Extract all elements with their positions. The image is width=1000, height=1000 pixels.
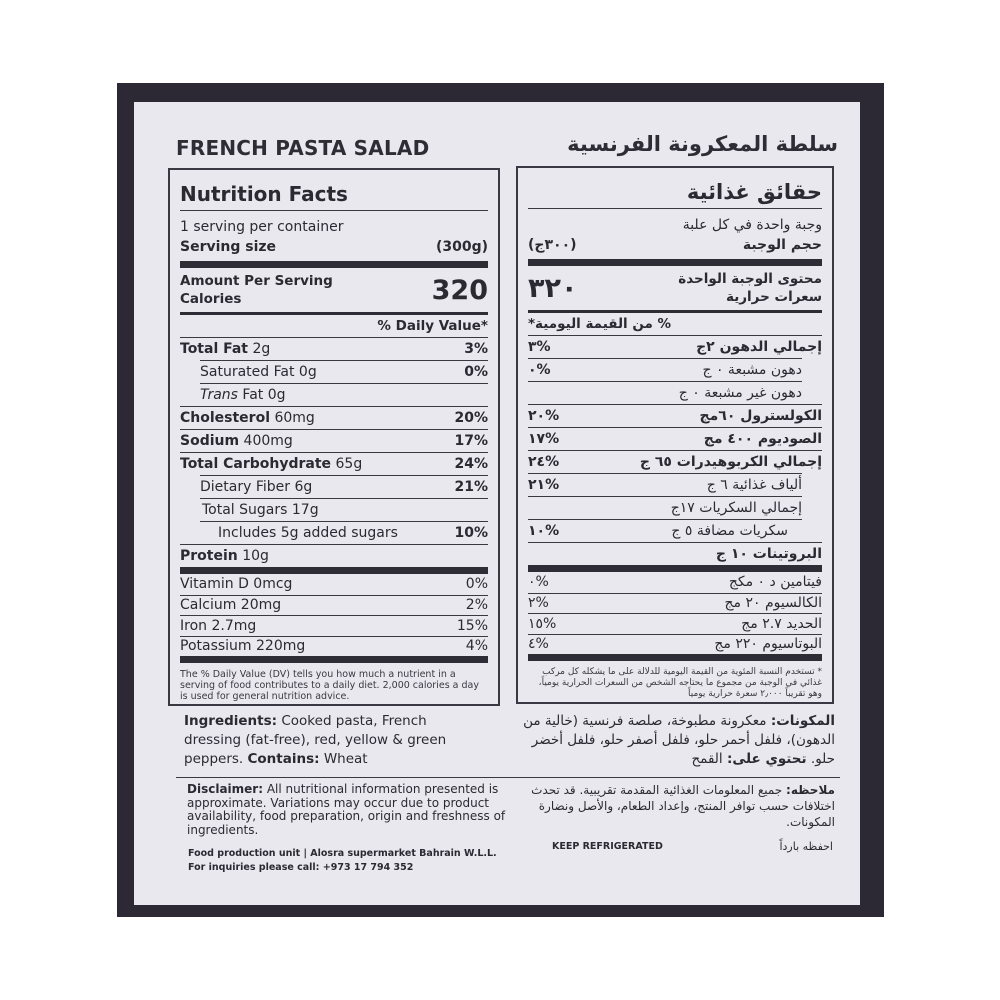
dv-percent: 0% [464, 363, 488, 380]
storage-instruction-en: KEEP REFRIGERATED [552, 841, 663, 852]
dv-percent: 17% [454, 433, 488, 449]
ingredients-ar: المكونات: معكرونة مطبوخة، صلصة فرنسية (خالية من الدهون)، فلفل أحمر حلو، فلفل أصفر حلو، فلفل أخضر حلو. تحتوي على: القمح [523, 713, 835, 767]
company-name: Food production unit | Alosra supermarket Bahrain W.L.L. [188, 848, 497, 859]
disclaimer-en: Disclaimer: All nutritional information presented is approximate. Variations may occur due to product availability, food preparation, origin and freshness of ingredients. [187, 782, 506, 837]
nutrient-row-protein: Protein 10g [180, 544, 488, 567]
vitamin-row-iron: Iron 2.7mg 15% [180, 615, 488, 636]
serving-size-value-ar: (٣٠٠ج) [528, 237, 577, 253]
serving-size-row [180, 237, 488, 257]
serving-size-label-ar: حجم الوجبة [742, 237, 822, 253]
daily-value-header-ar: % من القيمة اليومية* [528, 316, 672, 332]
nutrient-row-dietary-fiber: Dietary Fiber 6g 21% [180, 475, 488, 498]
vitamin-row-potassium: Potassium 220mg 4% [180, 636, 488, 657]
nutrient-row-sodium: Sodium 400mg 17% [180, 429, 488, 452]
dv-percent: 20% [454, 410, 488, 426]
serving-size-value: (300g) [435, 239, 488, 255]
calories-block-ar [528, 266, 822, 310]
nutrient-row-ar: دهون مشبعة ٠ ج %٠ [528, 358, 822, 381]
ingredients-en: Ingredients: Cooked pasta, French dressing (fat-free), red, yellow & green peppers. Contains: Wheat [184, 713, 447, 767]
product-title-ar: سلطة المعكرونة الفرنسية [567, 132, 838, 156]
vitamin-row-ar: البوتاسيوم ٢٢٠ مج %٤ [528, 634, 822, 655]
vitamin-row-calcium: Calcium 20mg 2% [180, 595, 488, 616]
vitamin-row-ar: الحديد ٢.٧ مج %١٥ [528, 613, 822, 634]
calories-label: Calories [180, 291, 242, 307]
storage-instruction-ar: احفظه بارداً [779, 840, 833, 853]
daily-value-header: % Daily Value* [377, 318, 488, 334]
nutrient-row-total-sugars: Total Sugars 17g [180, 498, 488, 521]
nutrient-row-ar: الكولسترول ٦٠مج %٢٠ [528, 404, 822, 427]
calories-value-ar: ٣٢٠ [528, 272, 578, 304]
serving-size-row-ar [528, 235, 822, 255]
nutrition-facts-panel-ar [516, 166, 834, 704]
company-info [188, 847, 497, 875]
calories-block [180, 268, 488, 312]
dv-percent: 3% [464, 341, 488, 357]
nutrition-facts-heading: Nutrition Facts [180, 182, 348, 206]
nutrient-row-trans-fat: Trans Fat 0g [180, 383, 488, 406]
nutrient-row-ar: الصوديوم ٤٠٠ مج %١٧ [528, 427, 822, 450]
vitamin-row-vitamin-d: Vitamin D 0mcg 0% [180, 576, 488, 593]
nutrient-row-total-carbohydrate: Total Carbohydrate 65g 24% [180, 452, 488, 475]
servings-per-container: 1 serving per container [180, 219, 344, 235]
nutrient-row-ar: إجمالي السكريات ١٧ج [528, 496, 822, 519]
calories-label-ar: سعرات حرارية [726, 289, 822, 305]
dv-percent: 24% [454, 456, 488, 472]
amount-per-serving-label-ar: محتوى الوجبة الواحدة [678, 271, 822, 287]
nutrient-row-ar: البروتينات ١٠ ج [528, 542, 822, 565]
serving-size-label: Serving size [180, 239, 277, 255]
nutrient-row-saturated-fat: Saturated Fat 0g 0% [180, 360, 488, 383]
nutrient-row-ar: إجمالي الكربوهيدرات ٦٥ ج %٢٤ [528, 450, 822, 473]
servings-per-container-ar: وجبة واحدة في كل علبة [682, 217, 822, 233]
nutrient-row-ar: سكريات مضافة ٥ ج %١٠ [528, 519, 822, 542]
amount-per-serving-label: Amount Per Serving [180, 273, 333, 289]
nutrient-row-ar: إجمالي الدهون ٢ج %٣ [528, 335, 822, 358]
vitamin-row-ar: الكالسيوم ٢٠ مج %٢ [528, 593, 822, 614]
dv-percent: 10% [454, 524, 488, 541]
section-divider [176, 777, 840, 778]
nutrient-row-added-sugars: Includes 5g added sugars 10% [180, 521, 488, 544]
disclaimer-ar: ملاحظه: جميع المعلومات الغذائية المقدمة تقريبية. قد تحدث اختلافات حسب توافر المنتج، وإعداد الطعام، والأصل ونضارة المكونات. [531, 783, 835, 829]
calories-value: 320 [431, 274, 488, 306]
dv-percent: 21% [454, 478, 488, 495]
product-title-en: FRENCH PASTA SALAD [176, 136, 430, 160]
nutrient-row-total-fat: Total Fat 2g 3% [180, 337, 488, 360]
nutrition-facts-panel-en [168, 168, 500, 706]
nutrition-facts-heading-ar: حقائق غذائية [686, 180, 822, 204]
nutrient-row-cholesterol: Cholesterol 60mg 20% [180, 406, 488, 429]
daily-value-footnote-ar: * تستخدم النسبة المئوية من القيمة اليومية للدلالة على ما يشكله كل مركب غذائي في الوجبة من مجموع ما يحتاجه الشخص من السعرات الحرارية يومياً، وهو تقريباً ٢٫٠٠٠ سعرة حرارية يومياً [538, 667, 822, 699]
nutrient-row-ar: دهون غير مشبعة ٠ ج [528, 381, 822, 404]
nutrient-row-ar: ألياف غذائية ٦ ج %٢١ [528, 473, 822, 496]
daily-value-footnote-en: The % Daily Value (DV) tells you how much a nutrient in a serving of food contributes to a daily diet. 2,000 calories a day is used for general nutrition advice. [180, 669, 479, 702]
inquiries-phone: For inquiries please call: +973 17 794 352 [188, 862, 414, 873]
vitamin-row-ar: فيتامين د ٠ مكج %٠ [528, 574, 822, 591]
